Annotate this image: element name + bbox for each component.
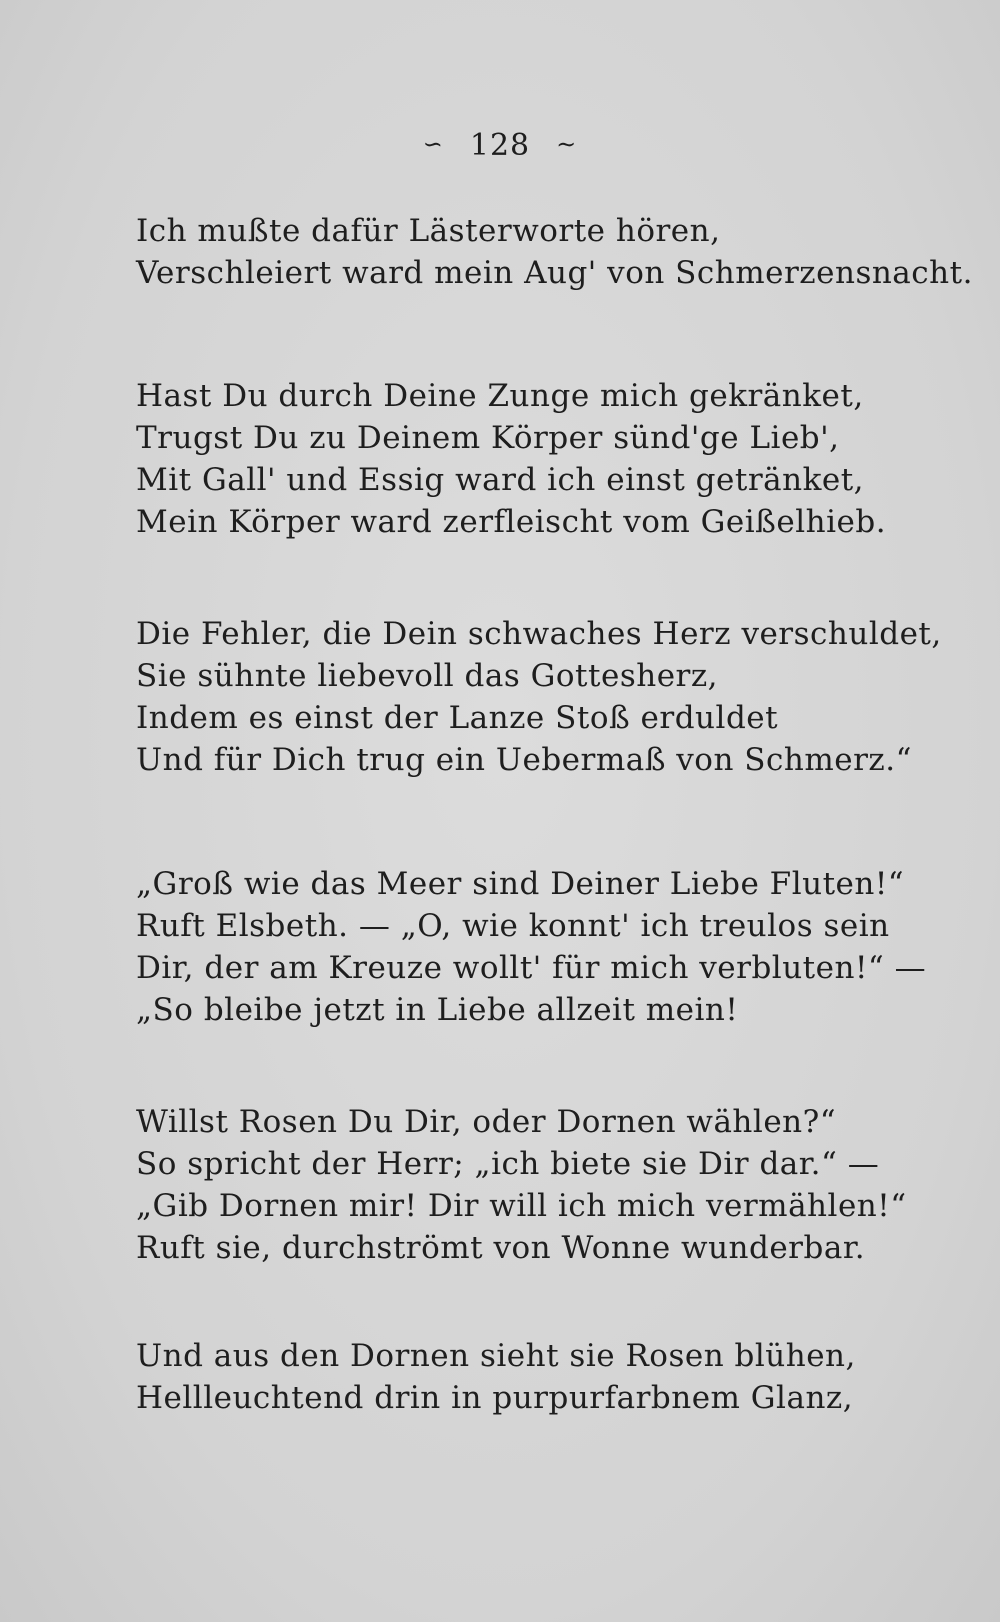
verse-line: „So bleibe jetzt in Liebe allzeit mein! [136, 992, 739, 1028]
verse-line: Und für Dich trug ein Uebermaß von Schmerz.“ [136, 742, 912, 778]
stanza-3 [136, 613, 942, 781]
page-header [0, 128, 1000, 163]
stanza-5 [136, 1101, 907, 1269]
ornament-left-icon: ∽ [422, 130, 444, 158]
verse-line: Ruft sie, durchströmt von Wonne wunderbar. [136, 1230, 866, 1266]
stanza-2 [136, 375, 896, 543]
verse-line: Hellleuchtend drin in purpurfarbnem Glanz, [136, 1380, 854, 1416]
verse-line: „Groß wie das Meer sind Deiner Liebe Fluten!“ [136, 866, 905, 902]
verse-line: „Gib Dornen mir! Dir will ich mich vermählen!“ [136, 1188, 907, 1224]
verse-line: Hast Du durch Deine Zunge mich gekränket, [136, 378, 864, 414]
verse-line: Indem es einst der Lanze Stoß erduldet [136, 700, 779, 736]
verse-line: Die Fehler, die Dein schwaches Herz verschuldet, [136, 616, 942, 652]
verse-line: Mein Körper ward zerfleischt vom Geißelhieb. [136, 504, 887, 540]
verse-line: Dir, der am Kreuze wollt' für mich verbluten!“ — [136, 950, 927, 986]
verse-line: Willst Rosen Du Dir, oder Dornen wählen?“ [136, 1104, 837, 1140]
verse-line: Und aus den Dornen sieht sie Rosen blühen, [136, 1338, 856, 1374]
stanza-6 [136, 1335, 896, 1419]
page-number: 128 [469, 128, 531, 163]
verse-line: Mit Gall' und Essig ward ich einst getränket, [136, 462, 865, 498]
verse-line: Ruft Elsbeth. — „O, wie konnt' ich treulos sein [136, 908, 890, 944]
ornament-right-icon: ∼ [556, 130, 578, 158]
stanza-4 [136, 863, 927, 1031]
verse-line: Ich mußte dafür Lästerworte hören, [136, 213, 721, 249]
verse-line: Verschleiert ward mein Aug' von Schmerzensnacht. [136, 255, 973, 291]
verse-line: So spricht der Herr; „ich biete sie Dir dar.“ — [136, 1146, 880, 1182]
verse-line: Sie sühnte liebevoll das Gottesherz, [136, 658, 719, 694]
verse-line: Trugst Du zu Deinem Körper sünd'ge Lieb', [136, 420, 840, 456]
stanza-1 [136, 210, 973, 294]
